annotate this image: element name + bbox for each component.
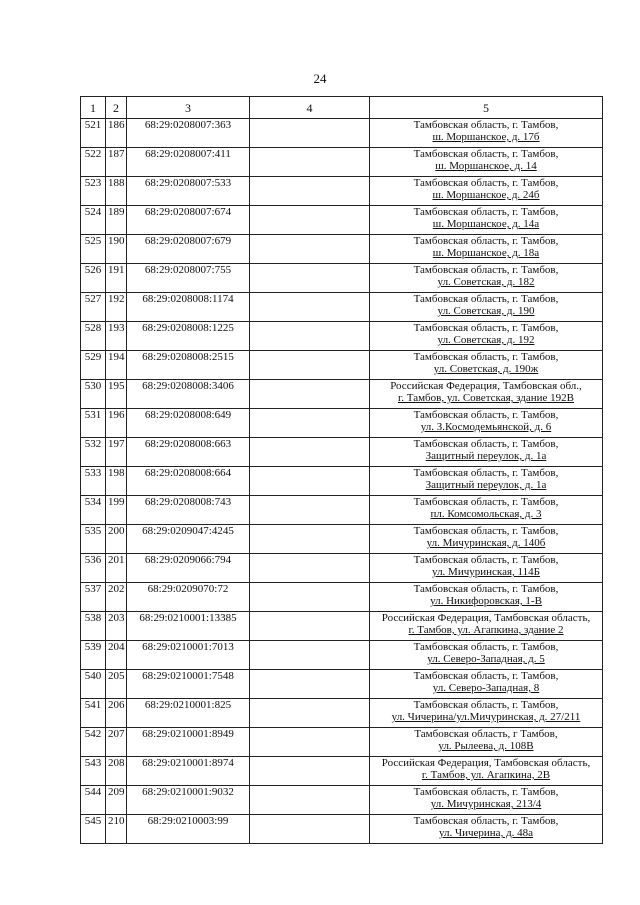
row-subindex-cell: 203 <box>106 612 127 641</box>
cadastral-number-cell: 68:29:0210001:7013 <box>127 641 250 670</box>
cadastral-number-cell: 68:29:0210001:13385 <box>127 612 250 641</box>
address-line-1: Тамбовская область, г Тамбов, <box>414 728 558 740</box>
address-cell <box>370 699 603 728</box>
row-subindex-cell: 194 <box>106 351 127 380</box>
row-subindex-cell: 202 <box>106 583 127 612</box>
row-index-cell: 522 <box>81 148 106 177</box>
row-index-cell: 536 <box>81 554 106 583</box>
address-cell <box>370 496 603 525</box>
cadastral-number-cell: 68:29:0208007:363 <box>127 119 250 148</box>
table-row <box>81 467 603 496</box>
address-line-2: ул. Никифоровская, 1-В <box>430 595 542 607</box>
row-index-cell: 531 <box>81 409 106 438</box>
header-col-2: 2 <box>106 97 127 119</box>
row-subindex-cell: 193 <box>106 322 127 351</box>
column-4-cell <box>250 119 370 148</box>
address-cell <box>370 525 603 554</box>
table-row <box>81 525 603 554</box>
row-index-cell: 527 <box>81 293 106 322</box>
address-line-2: ул. З.Космодемьянской, д. 6 <box>420 421 552 433</box>
table-body <box>81 119 603 844</box>
column-4-cell <box>250 612 370 641</box>
row-index-cell: 538 <box>81 612 106 641</box>
address-line-2: Защитный переулок, д. 1а <box>425 450 547 462</box>
address-cell <box>370 351 603 380</box>
row-subindex-cell: 188 <box>106 177 127 206</box>
row-subindex-cell: 208 <box>106 757 127 786</box>
cadastral-number-cell: 68:29:0208008:1225 <box>127 322 250 351</box>
row-index-cell: 529 <box>81 351 106 380</box>
column-4-cell <box>250 728 370 757</box>
address-line-2: г. Тамбов, ул. Советская, здание 192В <box>397 392 575 404</box>
column-4-cell <box>250 235 370 264</box>
column-4-cell <box>250 786 370 815</box>
address-line-2: ш. Моршанское, д. 14 <box>435 160 537 172</box>
row-index-cell: 532 <box>81 438 106 467</box>
cadastral-number-cell: 68:29:0208007:674 <box>127 206 250 235</box>
column-4-cell <box>250 699 370 728</box>
table-row <box>81 351 603 380</box>
address-line-1: Тамбовская область, г. Тамбов, <box>413 264 559 276</box>
address-cell <box>370 641 603 670</box>
address-cell <box>370 467 603 496</box>
row-subindex-cell: 192 <box>106 293 127 322</box>
column-4-cell <box>250 177 370 206</box>
address-line-1: Тамбовская область, г. Тамбов, <box>413 322 559 334</box>
address-line-1: Тамбовская область, г. Тамбов, <box>413 670 559 682</box>
header-col-3: 3 <box>127 97 250 119</box>
address-cell <box>370 815 603 844</box>
row-subindex-cell: 204 <box>106 641 127 670</box>
header-col-5: 5 <box>370 97 603 119</box>
header-col-1: 1 <box>81 97 106 119</box>
address-line-1: Тамбовская область, г. Тамбов, <box>413 409 559 421</box>
address-cell <box>370 612 603 641</box>
address-line-1: Российская Федерация, Тамбовская область, <box>381 757 591 769</box>
address-line-1: Тамбовская область, г. Тамбов, <box>413 119 559 131</box>
column-4-cell <box>250 351 370 380</box>
cadastral-number-cell: 68:29:0209070:72 <box>127 583 250 612</box>
row-index-cell: 523 <box>81 177 106 206</box>
row-index-cell: 524 <box>81 206 106 235</box>
address-cell <box>370 206 603 235</box>
address-line-1: Тамбовская область, г. Тамбов, <box>413 235 559 247</box>
address-line-2: ул. Советская, д. 182 <box>437 276 535 288</box>
table-row <box>81 438 603 467</box>
row-subindex-cell: 191 <box>106 264 127 293</box>
column-4-cell <box>250 322 370 351</box>
cadastral-number-cell: 68:29:0208008:664 <box>127 467 250 496</box>
cadastral-number-cell: 68:29:0208007:533 <box>127 177 250 206</box>
address-line-2: ул. Мичуринская, 213/4 <box>430 798 542 810</box>
column-4-cell <box>250 815 370 844</box>
address-line-1: Тамбовская область, г. Тамбов, <box>413 467 559 479</box>
address-line-2: ул. Чичерина/ул.Мичуринская, д. 27/211 <box>391 711 581 723</box>
row-index-cell: 530 <box>81 380 106 409</box>
row-subindex-cell: 210 <box>106 815 127 844</box>
page-number: 24 <box>313 71 327 86</box>
row-subindex-cell: 187 <box>106 148 127 177</box>
cadastral-number-cell: 68:29:0210001:825 <box>127 699 250 728</box>
address-cell <box>370 322 603 351</box>
row-index-cell: 534 <box>81 496 106 525</box>
cadastral-number-cell: 68:29:0208007:679 <box>127 235 250 264</box>
address-line-1: Тамбовская область, г. Тамбов, <box>413 525 559 537</box>
table-row <box>81 554 603 583</box>
column-4-cell <box>250 496 370 525</box>
address-cell <box>370 177 603 206</box>
cadastral-number-cell: 68:29:0210001:7548 <box>127 670 250 699</box>
address-line-2: Защитный переулок, д. 1а <box>425 479 547 491</box>
address-line-2: ул. Мичуринская, д. 140б <box>426 537 546 549</box>
address-line-1: Тамбовская область, г. Тамбов, <box>413 438 559 450</box>
row-index-cell: 539 <box>81 641 106 670</box>
table-row <box>81 322 603 351</box>
column-4-cell <box>250 409 370 438</box>
address-line-2: ул. Северо-Западная, 8 <box>432 682 540 694</box>
row-subindex-cell: 199 <box>106 496 127 525</box>
address-line-2: ш. Моршанское, д. 17б <box>432 131 540 143</box>
cadastral-number-cell: 68:29:0210001:8974 <box>127 757 250 786</box>
address-line-1: Тамбовская область, г. Тамбов, <box>413 786 559 798</box>
cadastral-number-cell: 68:29:0208008:663 <box>127 438 250 467</box>
address-cell <box>370 583 603 612</box>
address-cell <box>370 264 603 293</box>
row-index-cell: 525 <box>81 235 106 264</box>
address-line-1: Тамбовская область, г. Тамбов, <box>413 554 559 566</box>
address-line-2: пл. Комсомольская, д. 3 <box>430 508 542 520</box>
row-index-cell: 535 <box>81 525 106 554</box>
column-4-cell <box>250 148 370 177</box>
table-row <box>81 235 603 264</box>
row-subindex-cell: 196 <box>106 409 127 438</box>
table-row <box>81 177 603 206</box>
table-row <box>81 380 603 409</box>
row-subindex-cell: 190 <box>106 235 127 264</box>
column-4-cell <box>250 641 370 670</box>
cadastral-number-cell: 68:29:0208008:649 <box>127 409 250 438</box>
cadastral-number-cell: 68:29:0209066:794 <box>127 554 250 583</box>
address-line-2: ул. Рылеева, д. 108В <box>438 740 534 752</box>
table-row <box>81 728 603 757</box>
address-line-2: ул. Советская, д. 190ж <box>433 363 539 375</box>
address-line-2: ш. Моршанское, д. 18а <box>432 247 540 259</box>
column-4-cell <box>250 670 370 699</box>
cadastral-number-cell: 68:29:0209047:4245 <box>127 525 250 554</box>
column-4-cell <box>250 293 370 322</box>
address-cell <box>370 235 603 264</box>
row-subindex-cell: 206 <box>106 699 127 728</box>
address-line-2: ул. Чичерина, д. 48а <box>438 827 534 839</box>
address-cell <box>370 786 603 815</box>
row-subindex-cell: 189 <box>106 206 127 235</box>
address-cell <box>370 670 603 699</box>
column-4-cell <box>250 467 370 496</box>
row-subindex-cell: 186 <box>106 119 127 148</box>
row-index-cell: 545 <box>81 815 106 844</box>
address-cell <box>370 380 603 409</box>
cadastral-number-cell: 68:29:0210001:8949 <box>127 728 250 757</box>
table-row <box>81 496 603 525</box>
table-row <box>81 409 603 438</box>
table-row <box>81 786 603 815</box>
column-4-cell <box>250 757 370 786</box>
table-row <box>81 583 603 612</box>
cadastral-number-cell: 68:29:0208007:755 <box>127 264 250 293</box>
row-subindex-cell: 200 <box>106 525 127 554</box>
header-col-4: 4 <box>250 97 370 119</box>
cadastral-number-cell: 68:29:0208008:3406 <box>127 380 250 409</box>
registry-table <box>80 96 603 844</box>
address-line-1: Тамбовская область, г. Тамбов, <box>413 148 559 160</box>
table-row <box>81 699 603 728</box>
address-line-1: Тамбовская область, г. Тамбов, <box>413 206 559 218</box>
row-index-cell: 528 <box>81 322 106 351</box>
table-row <box>81 757 603 786</box>
row-index-cell: 526 <box>81 264 106 293</box>
row-index-cell: 537 <box>81 583 106 612</box>
row-subindex-cell: 205 <box>106 670 127 699</box>
table-row <box>81 206 603 235</box>
row-index-cell: 543 <box>81 757 106 786</box>
address-cell <box>370 409 603 438</box>
column-4-cell <box>250 380 370 409</box>
address-line-2: г. Тамбов, ул. Агапкина, 2В <box>421 769 551 781</box>
row-index-cell: 544 <box>81 786 106 815</box>
address-cell <box>370 757 603 786</box>
table-row <box>81 148 603 177</box>
cadastral-number-cell: 68:29:0208008:2515 <box>127 351 250 380</box>
table-row <box>81 612 603 641</box>
address-cell <box>370 438 603 467</box>
address-line-2: ул. Советская, д. 190 <box>437 305 535 317</box>
row-subindex-cell: 197 <box>106 438 127 467</box>
column-4-cell <box>250 554 370 583</box>
address-line-2: ул. Северо-Западная, д. 5 <box>427 653 545 665</box>
address-line-1: Российская Федерация, Тамбовская обл., <box>390 380 582 392</box>
cadastral-number-cell: 68:29:0210003:99 <box>127 815 250 844</box>
cadastral-number-cell: 68:29:0210001:9032 <box>127 786 250 815</box>
address-line-2: ш. Моршанское, д. 14а <box>432 218 540 230</box>
table-row <box>81 119 603 148</box>
address-cell <box>370 119 603 148</box>
address-line-1: Тамбовская область, г. Тамбов, <box>413 815 559 827</box>
row-subindex-cell: 201 <box>106 554 127 583</box>
address-cell <box>370 148 603 177</box>
row-index-cell: 533 <box>81 467 106 496</box>
address-line-1: Тамбовская область, г. Тамбов, <box>413 351 559 363</box>
address-line-1: Тамбовская область, г. Тамбов, <box>413 177 559 189</box>
table-row <box>81 641 603 670</box>
cadastral-number-cell: 68:29:0208008:1174 <box>127 293 250 322</box>
address-line-1: Тамбовская область, г. Тамбов, <box>413 583 559 595</box>
row-subindex-cell: 198 <box>106 467 127 496</box>
address-cell <box>370 293 603 322</box>
address-line-2: ул. Советская, д. 192 <box>437 334 535 346</box>
row-subindex-cell: 195 <box>106 380 127 409</box>
address-line-2: ул. Мичуринская, 114Б <box>432 566 540 578</box>
cadastral-number-cell: 68:29:0208008:743 <box>127 496 250 525</box>
column-4-cell <box>250 438 370 467</box>
column-4-cell <box>250 264 370 293</box>
cadastral-number-cell: 68:29:0208007:411 <box>127 148 250 177</box>
table-row <box>81 293 603 322</box>
column-4-cell <box>250 583 370 612</box>
table-row <box>81 815 603 844</box>
header-row <box>81 97 603 119</box>
address-line-1: Российская Федерация, Тамбовская область, <box>381 612 591 624</box>
row-subindex-cell: 209 <box>106 786 127 815</box>
row-index-cell: 521 <box>81 119 106 148</box>
table-row <box>81 264 603 293</box>
row-subindex-cell: 207 <box>106 728 127 757</box>
column-4-cell <box>250 525 370 554</box>
address-line-1: Тамбовская область, г. Тамбов, <box>413 496 559 508</box>
address-line-1: Тамбовская область, г. Тамбов, <box>413 641 559 653</box>
address-line-1: Тамбовская область, г. Тамбов, <box>413 699 559 711</box>
row-index-cell: 542 <box>81 728 106 757</box>
address-cell <box>370 728 603 757</box>
address-line-2: г. Тамбов, ул. Агапкина, здание 2 <box>408 624 564 636</box>
table-row <box>81 670 603 699</box>
address-line-1: Тамбовская область, г. Тамбов, <box>413 293 559 305</box>
address-cell <box>370 554 603 583</box>
row-index-cell: 540 <box>81 670 106 699</box>
address-line-2: ш. Моршанское, д. 24б <box>432 189 540 201</box>
column-4-cell <box>250 206 370 235</box>
row-index-cell: 541 <box>81 699 106 728</box>
